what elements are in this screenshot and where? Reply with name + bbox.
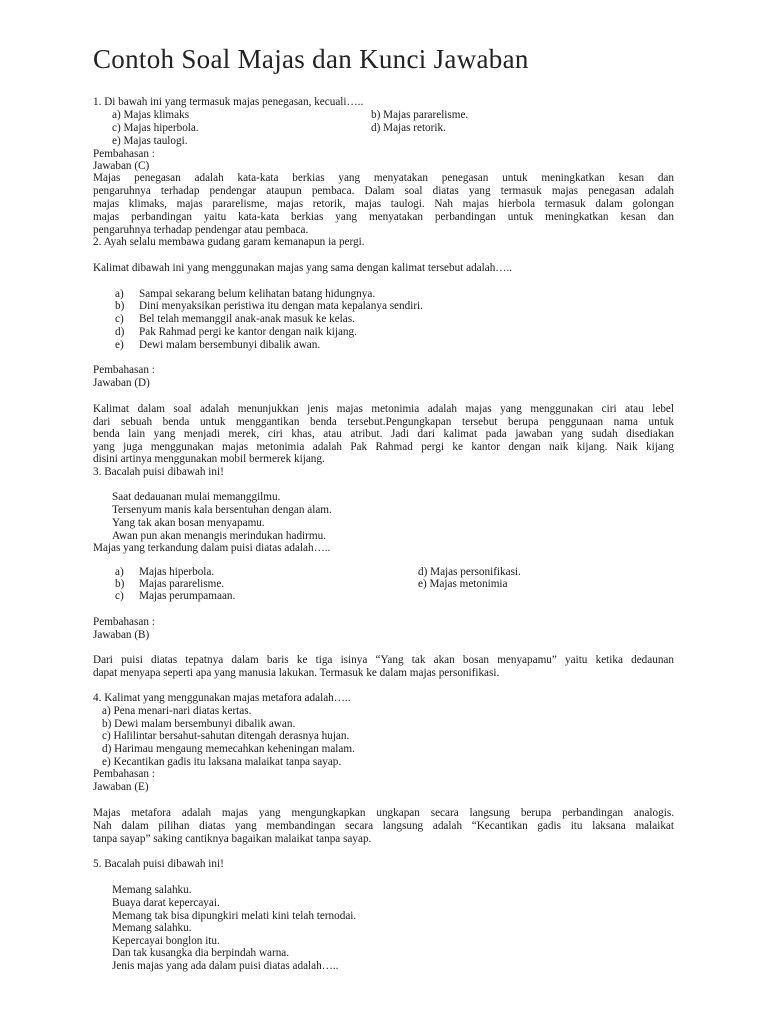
q5-poem-line: Dan tak kusangka dia berpindah warna. (112, 947, 290, 959)
q2-explanation-line: yang juga menggunakan majas metonimia adalah Pak Rahmad pergi ke kantor dengan naik kijang. Naik kijang (93, 441, 674, 453)
q3-option-d: d) Majas personifikasi. (418, 566, 521, 578)
q5-poem-line: Kepercayai bonglon itu. (112, 935, 220, 947)
q1-option-b: b) Majas pararelisme. (371, 109, 469, 121)
q3-option-c-text: Majas perumpamaan. (139, 590, 236, 602)
q5-poem-line: Memang salahku. (112, 884, 192, 896)
q1-explanation-line: pengaruhnya terhadap pendengar atau pembaca. (93, 224, 309, 236)
q4-answer: Jawaban (E) (93, 781, 149, 793)
q3-question: Majas yang terkandung dalam puisi diatas adalah….. (93, 542, 331, 554)
q4-pembahasan-label: Pembahasan : (93, 768, 155, 780)
q2-intro: 2. Ayah selalu membawa gudang garam kemanapun ia pergi. (93, 236, 365, 248)
q3-poem-line: Yang tak akan bosan menyapamu. (112, 517, 265, 529)
q1-option-c: c) Majas hiperbola. (112, 122, 199, 134)
q2-pembahasan-label: Pembahasan : (93, 364, 155, 376)
q3-poem-line: Awan pun akan menangis merindukan hadirmu. (112, 530, 326, 542)
q2-option-letter: c) (115, 313, 124, 325)
q1-answer: Jawaban (C) (93, 160, 150, 172)
q5-intro: 5. Bacalah puisi dibawah ini! (93, 858, 224, 870)
q3-option-c-letter: c) (115, 590, 124, 602)
q4-option: a) Pena menari-nari diatas kertas. (102, 705, 252, 717)
q3-option-b-letter: b) (115, 578, 125, 590)
q4-option: c) Halilintar bersahut-sahutan ditengah derasnya hujan. (102, 730, 350, 742)
q2-option-text: Bel telah memanggil anak-anak masuk ke kelas. (139, 313, 355, 325)
q3-pembahasan-label: Pembahasan : (93, 616, 155, 628)
q3-explanation-line: Dari puisi diatas tepatnya dalam baris ke tiga isinya “Yang tak akan bosan menyapamu” yaitu ketika dedaunan (93, 654, 674, 666)
q2-explanation-line: Kalimat dalam soal adalah menunjukkan jenis majas metonimia adalah majas yang menggunakan ciri atau lebel (93, 403, 674, 415)
document-title: Contoh Soal Majas dan Kunci Jawaban (93, 44, 529, 74)
q5-question: Jenis majas yang ada dalam puisi diatas adalah….. (112, 960, 339, 972)
q3-poem-line: Tersenyum manis kala bersentuhan dengan alam. (112, 504, 332, 516)
q2-option-text: Pak Rahmad pergi ke kantor dengan naik kijang. (139, 326, 357, 338)
q2-explanation-line: disini artinya menggunakan mobil bermerek kijang. (93, 453, 325, 465)
q2-answer: Jawaban (D) (93, 377, 150, 389)
q4-explanation-line: Nah dalam pilihan diatas yang membandingan secara langsung adalah “Kecantikan gadis itu laksana malaikat (93, 820, 674, 832)
q4-option: e) Kecantikan gadis itu laksana malaikat tanpa sayap. (102, 756, 342, 768)
q3-option-b-text: Majas pararelisme. (139, 578, 225, 590)
q1-explanation-line: pengaruhnya terhadap pendengar ataupun pembaca. Dalam soal diatas yang termasuk majas penegasan adalah (93, 185, 674, 197)
q3-option-a-letter: a) (115, 566, 124, 578)
q1-explanation-line: majas klimaks, majas pararelisme, majas retorik, majas taulogi. Nah majas hierbola termasuk dalam golongan (93, 198, 674, 210)
q5-poem-line: Buaya darat kepercayai. (112, 897, 220, 909)
q4-option: d) Harimau mengaung memecahkan keheningan malam. (102, 743, 355, 755)
q2-option-letter: e) (115, 339, 124, 351)
q3-option-e: e) Majas metonimia (418, 578, 508, 590)
q3-option-a-text: Majas hiperbola. (139, 566, 215, 578)
q3-intro: 3. Bacalah puisi dibawah ini! (93, 466, 224, 478)
q1-question: 1. Di bawah ini yang termasuk majas penegasan, kecuali….. (93, 96, 364, 108)
q2-explanation-line: dari sebuah benda untuk menggantikan benda tersebut.Pengungkapan tersebut berupa penggunaan nama untuk (93, 416, 674, 428)
q3-explanation-line: dapat menyapa seperti apa yang manusia lakukan. Termasuk ke dalam majas personifikasi. (93, 667, 500, 679)
q2-explanation-line: benda lain yang menjadi merek, ciri khas, atau atribut. Jadi dari kalimat pada jawaban yang sudah disediakan (93, 428, 674, 440)
q2-option-letter: a) (115, 288, 124, 300)
q1-explanation-line: majas perbandingan yaitu kata-kata berkias yang menyatakan perbandingan untuk meningkatkan kesan dan (93, 211, 674, 223)
q1-explanation-line: Majas penegasan adalah kata-kata berkias yang menyatakan penegasan untuk meningkatkan kesan dan (93, 172, 674, 184)
q1-option-a: a) Majas klimaks (112, 109, 190, 121)
q1-pembahasan-label: Pembahasan : (93, 148, 155, 160)
q5-poem-line: Memang salahku. (112, 922, 192, 934)
q2-question: Kalimat dibawah ini yang menggunakan majas yang sama dengan kalimat tersebut adalah….. (93, 262, 513, 274)
q1-option-d: d) Majas retorik. (371, 122, 446, 134)
q2-option-letter: d) (115, 326, 125, 338)
q4-explanation-line: Majas metafora adalah majas yang mengungkapkan ungkapan secara langsung berupa perbandingan analogis. (93, 807, 674, 819)
q3-answer: Jawaban (B) (93, 629, 150, 641)
q2-option-text: Sampai sekarang belum kelihatan batang hidungnya. (139, 288, 376, 300)
q2-option-text: Dini menyaksikan peristiwa itu dengan mata kepalanya sendiri. (139, 300, 423, 312)
q5-poem-line: Memang tak bisa dipungkiri melati kini telah ternodai. (112, 910, 357, 922)
q4-question: 4. Kalimat yang menggunakan majas metafora adalah….. (93, 692, 351, 704)
q2-option-text: Dewi malam bersembunyi dibalik awan. (139, 339, 321, 351)
q4-option: b) Dewi malam bersembunyi dibalik awan. (102, 718, 296, 730)
q4-explanation-line: tanpa sayap” saking cantiknya bagaikan malaikat tanpa sayap. (93, 833, 372, 845)
q2-option-letter: b) (115, 300, 125, 312)
q3-poem-line: Saat dedauanan mulai memanggilmu. (112, 491, 281, 503)
q1-option-e: e) Majas taulogi. (112, 135, 188, 147)
